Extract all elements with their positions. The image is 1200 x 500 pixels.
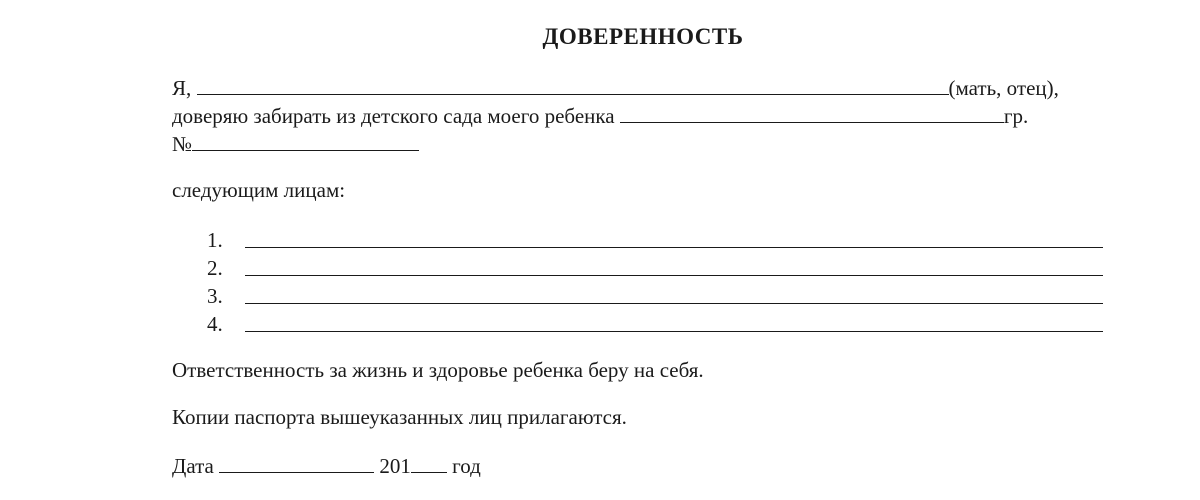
parent-prefix: Я, bbox=[172, 76, 192, 100]
persons-intro: следующим лицам: bbox=[172, 178, 346, 202]
date-field[interactable] bbox=[219, 454, 374, 473]
document-title: ДОВЕРЕННОСТЬ bbox=[542, 24, 744, 49]
child-prefix: доверяю забирать из детского сада моего ребенка bbox=[172, 104, 615, 128]
child-line bbox=[172, 104, 1028, 128]
person-1-field[interactable] bbox=[245, 247, 1103, 248]
date-label: Дата bbox=[172, 454, 214, 478]
number-sign: № bbox=[172, 132, 193, 156]
person-2-field[interactable] bbox=[245, 275, 1103, 276]
number-field[interactable] bbox=[192, 132, 419, 151]
year-field[interactable] bbox=[411, 454, 447, 473]
list-item-number: 4. bbox=[207, 312, 223, 336]
parent-suffix: (мать, отец), bbox=[948, 76, 1059, 100]
person-3-field[interactable] bbox=[245, 303, 1103, 304]
list-item-number: 1. bbox=[207, 228, 223, 252]
copies-text: Копии паспорта вышеуказанных лиц прилагаются. bbox=[172, 405, 627, 429]
group-label: гр. bbox=[1003, 104, 1029, 128]
date-line bbox=[172, 454, 481, 478]
year-suffix: год bbox=[452, 454, 481, 478]
year-prefix: 201 bbox=[379, 454, 411, 478]
number-line bbox=[172, 132, 419, 156]
list-item-number: 3. bbox=[207, 284, 223, 308]
list-item-number: 2. bbox=[207, 256, 223, 280]
person-4-field[interactable] bbox=[245, 331, 1103, 332]
parent-line bbox=[172, 76, 1059, 100]
child-name-field[interactable] bbox=[620, 104, 1004, 123]
parent-name-field[interactable] bbox=[197, 76, 949, 95]
responsibility-text: Ответственность за жизнь и здоровье ребенка беру на себя. bbox=[172, 358, 704, 382]
